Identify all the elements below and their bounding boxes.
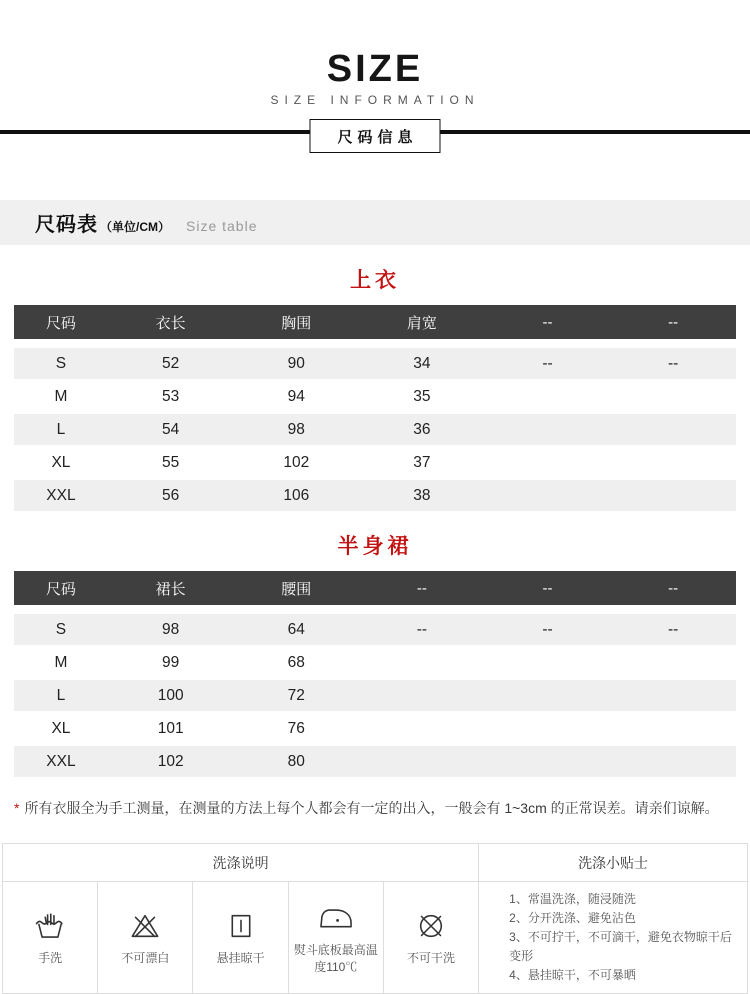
column-header: 裙长 xyxy=(155,580,186,598)
asterisk-mark: * xyxy=(14,800,20,816)
size-cell: M xyxy=(54,653,68,671)
value-cell: 56 xyxy=(162,486,180,504)
value-cell: -- xyxy=(668,354,679,372)
table-heading-skirt: 半身裙 xyxy=(337,535,413,558)
value-cell: 76 xyxy=(287,719,305,737)
no-bleach-icon xyxy=(126,907,164,945)
value-cell: 72 xyxy=(287,686,305,704)
care-table xyxy=(2,843,748,994)
value-cell: 101 xyxy=(157,719,184,737)
value-cell: 34 xyxy=(413,354,431,372)
size-cell: S xyxy=(55,620,67,638)
table-row xyxy=(14,713,736,744)
size-header xyxy=(0,0,750,107)
size-table-top xyxy=(14,305,736,511)
section-unit: （单位/CM） xyxy=(100,220,170,234)
table-row xyxy=(14,480,736,511)
size-cell: L xyxy=(56,420,66,438)
table-header-row xyxy=(14,571,736,605)
section-title: 尺码表 xyxy=(35,214,98,236)
size-cell: XXL xyxy=(46,752,76,770)
table-row xyxy=(14,614,736,645)
size-cell: XL xyxy=(51,453,71,471)
column-header: -- xyxy=(416,579,427,597)
care-tip: 3、不可拧干，不可滴干，避免衣物晾干后变形 xyxy=(509,930,732,963)
care-body-row xyxy=(3,882,747,993)
care-header-tips: 洗涤小贴士 xyxy=(578,854,649,871)
column-header: 腰围 xyxy=(281,580,312,598)
table-heading-top: 上衣 xyxy=(350,269,400,292)
value-cell: 90 xyxy=(287,354,305,372)
care-tip: 2、分开洗涤、避免沾色 xyxy=(509,911,636,925)
table-row xyxy=(14,680,736,711)
column-header: 衣长 xyxy=(155,314,186,332)
column-header: -- xyxy=(668,579,679,597)
care-tips xyxy=(479,882,747,993)
value-cell: 98 xyxy=(287,420,305,438)
table-body xyxy=(14,605,736,777)
table-row xyxy=(14,348,736,379)
value-cell: 54 xyxy=(162,420,180,438)
value-cell: 36 xyxy=(413,420,431,438)
size-subtitle: SIZE INFORMATION xyxy=(270,93,480,107)
size-table-skirt xyxy=(14,571,736,777)
section-band xyxy=(0,200,750,245)
care-header-row xyxy=(3,844,747,882)
table-row xyxy=(14,447,736,478)
care-symbols xyxy=(3,882,479,993)
value-cell: 68 xyxy=(287,653,305,671)
value-cell: 64 xyxy=(287,620,305,638)
value-cell: 52 xyxy=(162,354,180,372)
table-row xyxy=(14,647,736,678)
value-cell: -- xyxy=(668,620,679,638)
value-cell: -- xyxy=(416,620,428,638)
value-cell: 106 xyxy=(283,486,310,504)
value-cell: 80 xyxy=(287,752,305,770)
care-symbol-no-bleach xyxy=(98,882,193,993)
care-symbol-label: 手洗 xyxy=(38,951,63,966)
value-cell: 53 xyxy=(162,387,180,405)
value-cell: 94 xyxy=(287,387,305,405)
note-text: 所有衣服全为手工测量，在测量的方法上每个人都会有一定的出入，一般会有 1~3cm 的正常误差。请亲们谅解。 xyxy=(24,800,719,816)
care-tip: 4、悬挂晾干，不可暴晒 xyxy=(509,968,636,982)
value-cell: 100 xyxy=(157,686,184,704)
care-symbol-no-dry-clean xyxy=(384,882,479,993)
value-cell: -- xyxy=(542,620,553,638)
section-subtitle: Size table xyxy=(186,218,258,234)
size-title: SIZE xyxy=(326,48,424,90)
care-symbol-label: 熨斗底板最高温度110℃ xyxy=(293,942,378,974)
measurement-note xyxy=(14,798,736,818)
size-cell: XXL xyxy=(46,486,76,504)
value-cell: 99 xyxy=(162,653,180,671)
care-tip: 1、常温洗涤，随浸随洗 xyxy=(509,892,636,906)
care-symbol-label: 不可漂白 xyxy=(121,951,170,966)
table-row xyxy=(14,414,736,445)
table-row xyxy=(14,746,736,777)
value-cell: 102 xyxy=(283,453,310,471)
size-cell: L xyxy=(56,686,66,704)
table-header-row xyxy=(14,305,736,339)
no-dry-clean-icon xyxy=(412,907,450,945)
value-cell: 35 xyxy=(413,387,431,405)
value-cell: 98 xyxy=(162,620,180,638)
value-cell: -- xyxy=(542,354,553,372)
column-header: -- xyxy=(542,313,553,331)
care-symbol-label: 悬挂晾干 xyxy=(216,951,265,966)
size-cell: S xyxy=(55,354,67,372)
value-cell: 55 xyxy=(162,453,180,471)
care-symbol-hang-dry xyxy=(193,882,288,993)
care-symbol-label: 不可干洗 xyxy=(407,951,456,966)
care-symbol-iron-low xyxy=(289,882,384,993)
size-cell: XL xyxy=(51,719,71,737)
hand-wash-icon xyxy=(31,907,69,945)
column-header: 尺码 xyxy=(45,580,76,598)
table-body xyxy=(14,339,736,511)
column-header: -- xyxy=(668,313,679,331)
iron-low-temp-icon xyxy=(317,899,355,937)
value-cell: 37 xyxy=(413,453,431,471)
column-header: -- xyxy=(542,579,553,597)
care-symbol-hand-wash xyxy=(3,882,98,993)
size-info-badge: 尺码信息 xyxy=(309,119,440,153)
value-cell: 38 xyxy=(413,486,431,504)
size-cell: M xyxy=(54,387,68,405)
column-header: 胸围 xyxy=(281,314,312,332)
value-cell: 102 xyxy=(157,752,184,770)
hang-dry-icon xyxy=(222,907,260,945)
header-divider xyxy=(0,121,750,155)
table-row xyxy=(14,381,736,412)
column-header: 肩宽 xyxy=(406,314,437,332)
column-header: 尺码 xyxy=(45,314,76,332)
care-header-instructions: 洗涤说明 xyxy=(3,844,479,881)
